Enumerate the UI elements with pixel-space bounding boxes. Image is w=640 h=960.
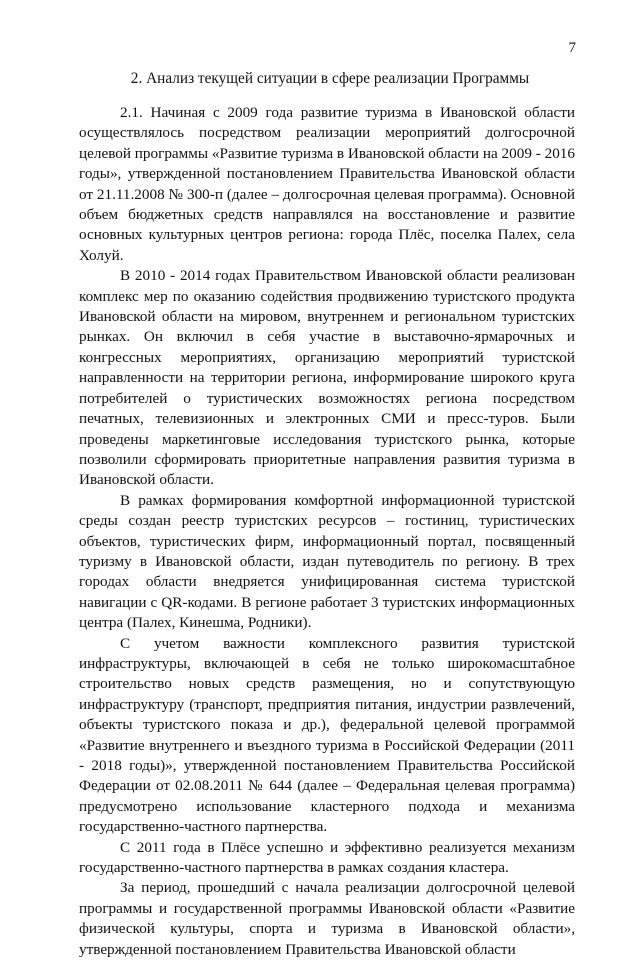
body-text bbox=[79, 103, 575, 960]
page-number: 7 bbox=[568, 40, 576, 56]
paragraph-2-1: 2.1. Начиная с 2009 года развитие туризма в Ивановской области осуществлялось посредством реализации мероприятий долгосрочной целевой программы «Развитие туризма в Ивановской области на 2009 - 2016 годы», утвержденной постановлением Правительства Ивановской области от 21.11.2008 № 300-п (далее – долгосрочная целевая программа). Основной объем бюджетных средств направлялся на восстановление и развитие основных культурных центров региона: города Плёс, поселка Палех, села Холуй. bbox=[79, 104, 575, 264]
paragraph-information-environment: В рамках формирования комфортной информационной туристской среды создан реестр туристских ресурсов – гостиниц, туристических объектов, туристических фирм, информационный портал, посвященный туризму в Ивановской области, издан путеводитель по региону. В трех городах области внедряется унифицированная система туристской навигации с QR-кодами. В регионе работает 3 туристских информационных центра (Палех, Кинешма, Родники). bbox=[79, 491, 575, 632]
paragraph-program-period: За период, прошедший с начала реализации долгосрочной целевой программы и государственной программы Ивановской области «Развитие физической культуры, спорта и туризма в Ивановской области», утвержденной постановлением Правительства Ивановской области bbox=[79, 879, 575, 958]
paragraph-ples-partnership: С 2011 года в Плёсе успешно и эффективно реализуется механизм государственно-частного партнерства в рамках создания кластера. bbox=[79, 838, 575, 877]
section-heading: 2. Анализ текущей ситуации в сфере реализации Программы bbox=[130, 70, 530, 87]
paragraph-infrastructure: С учетом важности комплексного развития туристской инфраструктуры, включающей в себя не только широкомасштабное строительство новых средств размещения, но и сопутствующую инфраструктуру (транспорт, предприятия питания, индустрии развлечений, объекты туристского показа и др.), федеральной целевой программой «Развитие внутреннего и въездного туризма в Российской Федерации (2011 - 2018 годы)», утвержденной постановлением Правительства Российской Федерации от 02.08.2011 № 644 (далее – Федеральная целевая программа) предусмотрено использование кластерного подхода и механизма государственно-частного партнерства. bbox=[79, 634, 575, 836]
paragraph-promotion: В 2010 - 2014 годах Правительством Ивановской области реализован комплекс мер по оказанию содействия продвижению туристского продукта Ивановской области на мировом, внутреннем и региональном туристских рынках. Он включил в себя участие в выставочно-ярмарочных и конгрессных мероприятиях, организацию мероприятий туристской направленности на территории региона, информирование широкого круга потребителей о туристических возможностях региона посредством печатных, телевизионных и электронных СМИ и пресс-туров. Были проведены маркетинговые исследования туристского рынка, которые позволили сформировать приоритетные направления развития туризма в Ивановской области. bbox=[79, 267, 575, 489]
